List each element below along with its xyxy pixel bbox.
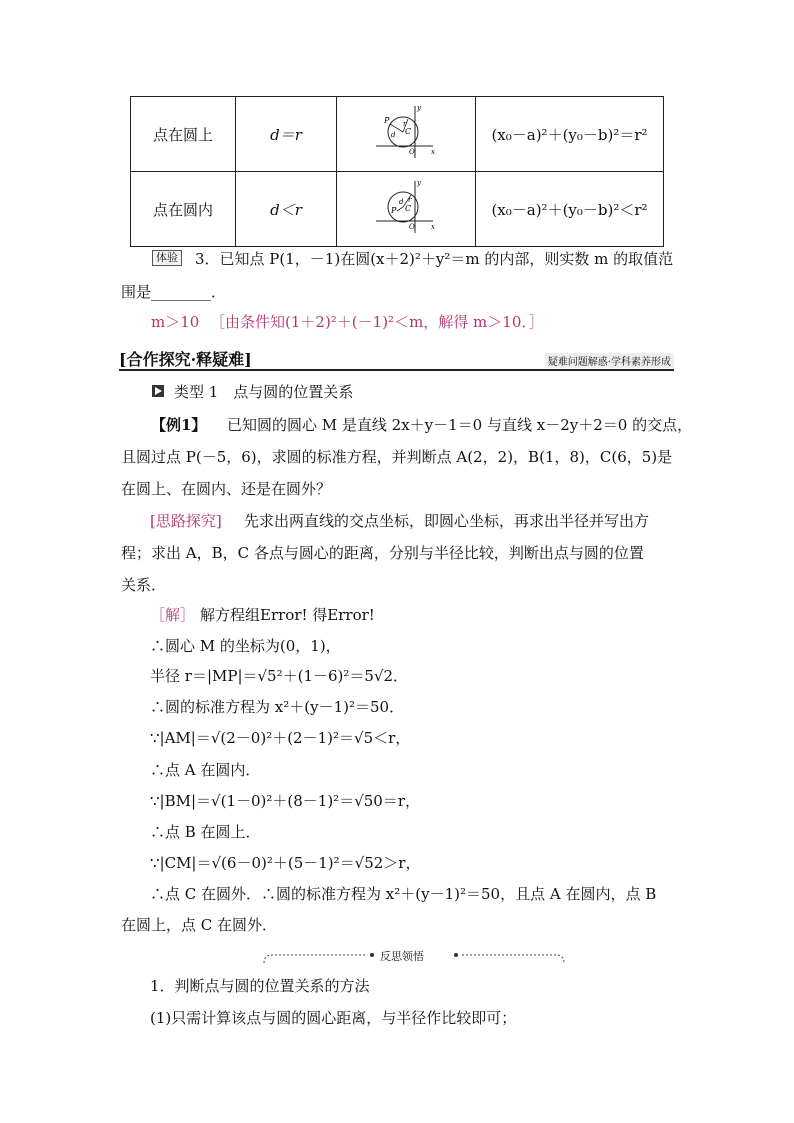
row-condition: d＝r: [236, 97, 337, 172]
row-label: 点在圆上: [131, 97, 236, 172]
exercise-answer: ［由条件知(1＋2)²＋(－1)²＜m，解得 m＞10．］: [210, 313, 544, 331]
position-table: [130, 96, 664, 247]
svg-text:x: x: [431, 148, 435, 156]
reflection-banner: [262, 950, 566, 964]
solution-line: 半径 r＝|MP|＝√5²＋(1－6)²＝5√2．: [150, 667, 409, 685]
svg-text:d: d: [391, 131, 396, 139]
svg-text:x: x: [431, 223, 435, 231]
circle-diagram-inside: [337, 172, 476, 247]
section-title: [合作探究·释疑难]: [119, 350, 252, 369]
svg-text:O: O: [409, 223, 415, 231]
row-formula: (x₀－a)²＋(y₀－b)²＜r²: [476, 172, 664, 247]
solution-line: 解方程组Error! 得Error!: [200, 606, 375, 624]
solution-label: ［解］: [150, 606, 196, 624]
solution-line: 在圆上，点 C 在圆外．: [121, 916, 278, 934]
thinking-label: [思路探究]: [150, 512, 222, 530]
svg-text:C: C: [405, 204, 412, 213]
solution-line: ∵|CM|＝√(6－0)²＋(5－1)²＝√52＞r，: [150, 854, 421, 872]
svg-text:r: r: [403, 120, 407, 128]
thinking-line: 先求出两直线的交点坐标，即圆心坐标，再求出半径并写出方: [229, 512, 650, 530]
solution-line: ∴圆心 M 的坐标为(0，1)，: [150, 637, 341, 655]
svg-text:P: P: [384, 116, 390, 125]
svg-text:r: r: [408, 196, 412, 204]
row-condition: d＜r: [236, 172, 337, 247]
section-subtitle: 疑难问题解惑·学科素养形成: [545, 353, 674, 368]
exercise-tag: 体验: [152, 250, 182, 266]
reflection-heading: 1．判断点与圆的位置关系的方法: [150, 977, 370, 995]
circle-diagram-on: [337, 97, 476, 172]
exercise-answer-prefix: m＞10: [151, 313, 200, 331]
solution-line: ∵|BM|＝√(1－0)²＋(8－1)²＝√50＝r，: [150, 792, 421, 810]
row-label: 点在圆内: [131, 172, 236, 247]
section-bar: [119, 347, 674, 371]
svg-text:C: C: [405, 127, 412, 136]
exercise-line: 3．已知点 P(1，－1)在圆(x＋2)²＋y²＝m 的内部，则实数 m 的取值范: [195, 250, 674, 268]
type-heading: 类型 1 点与圆的位置关系: [174, 383, 354, 401]
example-line: 在圆上、在圆内、还是在圆外？: [121, 480, 332, 498]
thinking-line: 关系．: [121, 576, 167, 594]
example-line: 已知圆的圆心 M 是直线 2x＋y－1＝0 与直线 x－2y＋2＝0 的交点，: [212, 416, 693, 434]
svg-text:d: d: [399, 198, 404, 206]
svg-text:y: y: [417, 179, 421, 187]
solution-line: ∴圆的标准方程为 x²＋(y－1)²＝50．: [150, 698, 405, 716]
example-label: 【例1】: [151, 416, 207, 434]
reflection-paragraph: (1)只需计算该点与圆的圆心距离，与半径作比较即可；: [150, 1009, 517, 1027]
solution-line: ∴点 B 在圆上．: [150, 823, 261, 841]
thinking-line: 程；求出 A，B，C 各点与圆心的距离，分别与半径比较，判断出点与圆的位置: [121, 544, 644, 562]
svg-text:O: O: [409, 148, 415, 156]
solution-line: ∴点 C 在圆外．∴圆的标准方程为 x²＋(y－1)²＝50，且点 A 在圆内，点 B: [150, 885, 657, 903]
exercise-line: 围是________．: [121, 283, 227, 301]
solution-line: ∵|AM|＝√(2－0)²＋(2－1)²＝√5＜r，: [150, 729, 411, 747]
svg-text:y: y: [417, 104, 421, 112]
solution-line: ∴点 A 在圆内．: [150, 761, 261, 779]
svg-text:P: P: [391, 206, 397, 215]
play-icon-triangle: [155, 387, 162, 395]
example-line: 且圆过点 P(－5，6)，求圆的标准方程，并判断点 A(2，2)，B(1，8)，C(6，5)是: [121, 448, 673, 466]
row-formula: (x₀－a)²＋(y₀－b)²＝r²: [476, 97, 664, 172]
reflection-banner-label: 反思领悟: [380, 950, 424, 963]
